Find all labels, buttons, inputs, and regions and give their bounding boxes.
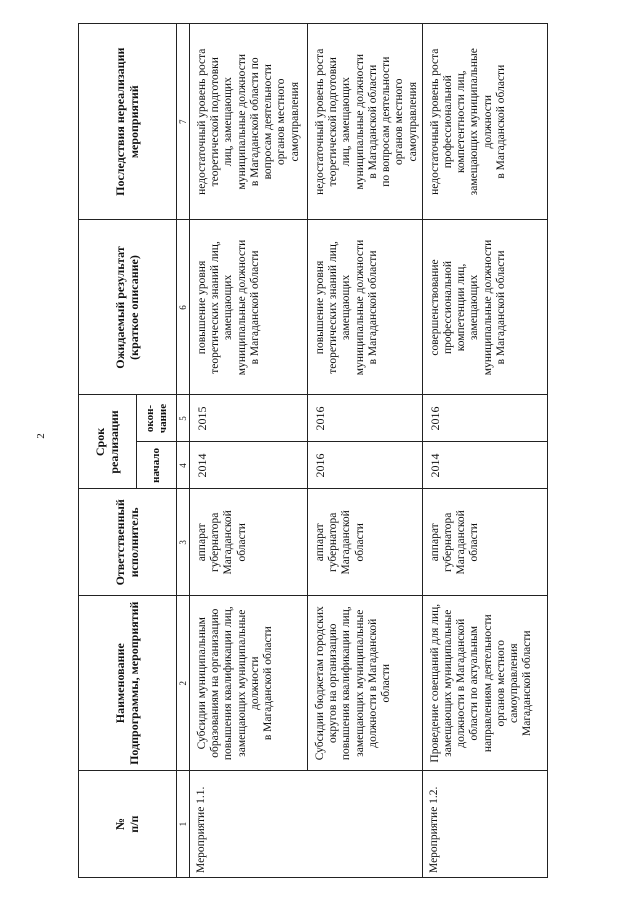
column-number: 1 xyxy=(177,771,190,878)
header-term: Срок реализации xyxy=(79,395,137,489)
header-consequences: Последствия нереализации мероприятий xyxy=(79,24,177,220)
column-number-row xyxy=(177,24,190,878)
rotated-table-container xyxy=(78,23,548,878)
measure-name-cell: Субсидии муниципальным образованиям на организацию повышения квалификации лиц, замещающих муниципальные должности в Магаданской области xyxy=(190,596,308,771)
table-row xyxy=(422,24,547,878)
start-year-cell: 2016 xyxy=(308,442,423,489)
consequences-cell: недостаточный уровень роста теоретической подготовки лиц, замещающих муниципальные должности в Магаданской области по вопросам деятельности органов местного самоуправления xyxy=(308,24,423,220)
expected-result-cell: повышение уровня теоретических знаний лиц, замещающих муниципальные должности в Магаданской области xyxy=(190,220,308,395)
header-executor: Ответственный исполнитель xyxy=(79,489,177,596)
end-year-cell: 2016 xyxy=(308,395,423,442)
header-result: Ожидаемый результат (краткое описание) xyxy=(79,220,177,395)
consequences-cell: недостаточный уровень роста теоретической подготовки лиц, замещающих муниципальные должности в Магаданской области по вопросам деятельности органов местного самоуправления xyxy=(190,24,308,220)
header-num: № п/п xyxy=(79,771,177,878)
column-number: 7 xyxy=(177,24,190,220)
end-year-cell: 2015 xyxy=(190,395,308,442)
header-row xyxy=(79,24,137,878)
executor-cell: аппарат губернатора Магаданской области xyxy=(422,489,547,596)
measure-id-cell: Мероприятие 1.2. xyxy=(422,771,547,878)
program-measures-table xyxy=(78,23,548,878)
consequences-cell: недостаточный уровень роста профессиональной компетентности лиц, замещающих муниципальные должности в Магаданской области xyxy=(422,24,547,220)
start-year-cell: 2014 xyxy=(422,442,547,489)
measure-id-cell: Мероприятие 1.1. xyxy=(190,771,423,878)
header-name: Наименование Подпрограммы, мероприятий xyxy=(79,596,177,771)
header-term-end: окон- чание xyxy=(137,395,177,442)
executor-cell: аппарат губернатора Магаданской области xyxy=(190,489,308,596)
column-number: 2 xyxy=(177,596,190,771)
header-term-start: начало xyxy=(137,442,177,489)
expected-result-cell: совершенствование профессиональной компетенции лиц, замещающих муниципальные должности в Магаданской области xyxy=(422,220,547,395)
end-year-cell: 2016 xyxy=(422,395,547,442)
column-number: 4 xyxy=(177,442,190,489)
measure-name-cell: Субсидии бюджетам городских округов на организацию повышения квалификации лиц, замещающих муниципальные должности в Магаданской области xyxy=(308,596,423,771)
column-number: 6 xyxy=(177,220,190,395)
table-row xyxy=(190,24,308,878)
start-year-cell: 2014 xyxy=(190,442,308,489)
executor-cell: аппарат губернатора Магаданской области xyxy=(308,489,423,596)
column-number: 5 xyxy=(177,395,190,442)
column-number: 3 xyxy=(177,489,190,596)
table-row xyxy=(308,24,423,878)
measure-name-cell: Проведение совещаний для лиц, замещающих муниципальные должности в Магаданской области по актуальным направлениям деятельности органов местного самоуправления Магаданской области xyxy=(422,596,547,771)
expected-result-cell: повышение уровня теоретических знаний лиц, замещающих муниципальные должности в Магаданской области xyxy=(308,220,423,395)
page-number: 2 xyxy=(34,433,47,439)
